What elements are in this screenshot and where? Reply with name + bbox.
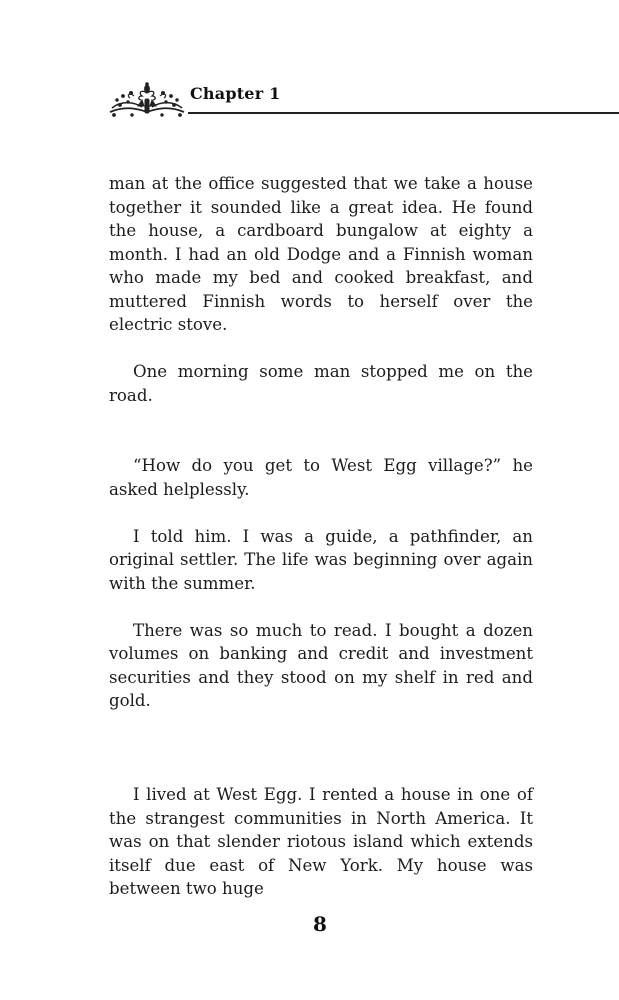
- chapter-header: [0, 0, 619, 130]
- header-rule: [188, 112, 619, 114]
- paragraph: “How do you get to West Egg village?” he asked helplessly.: [109, 456, 533, 499]
- paragraph: There was so much to read. I bought a dozen volumes on banking and credit and investment securities and they stood on my shelf in red and gold.: [109, 620, 533, 710]
- floral-ornament-icon: [108, 82, 186, 118]
- paragraph: I lived at West Egg. I rented a house in one of the strangest communities in North America. It was on that slender riotous island which extends itself due east of New York. My house was between two huge: [109, 785, 533, 898]
- page-number: 8: [313, 912, 327, 936]
- paragraph: One morning some man stopped me on the road.: [109, 362, 533, 405]
- paragraph: I told him. I was a guide, a pathfinder, an original settler. The life was beginning over again with the summer.: [109, 526, 533, 593]
- page-body: [109, 172, 533, 901]
- chapter-title: Chapter 1: [190, 84, 281, 103]
- paragraph: man at the office suggested that we take a house together it sounded like a great idea. He found the house, a cardboard bungalow at eighty a month. I had an old Dodge and a Finnish woman who made my bed and cooked breakfast, and muttered Finnish words to herself over the electric stove.: [109, 174, 533, 334]
